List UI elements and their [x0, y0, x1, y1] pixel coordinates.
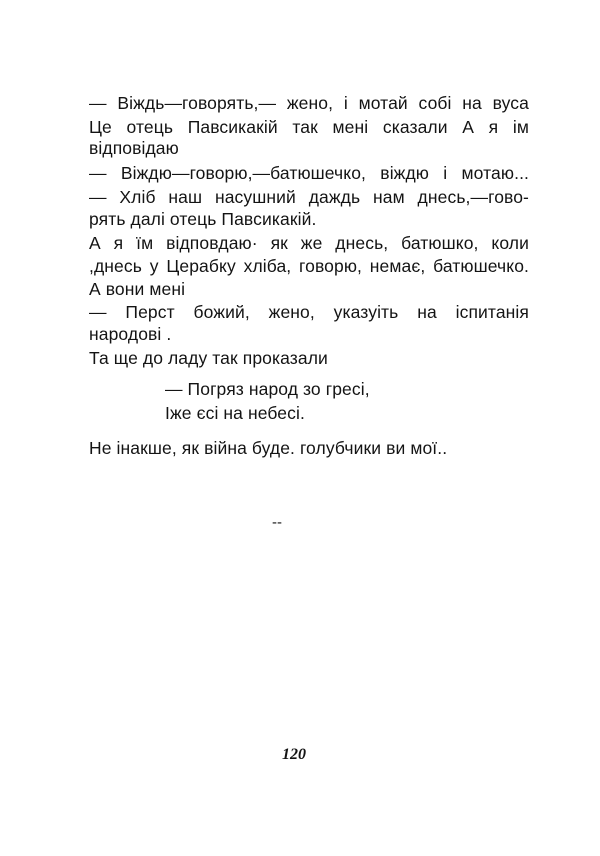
text-line-10: — Перст божий, жено, указуіть на іспитанія	[89, 302, 529, 322]
text-line-8: ,днесь у Церабку хліба, говорю, немає, батюшечко.	[89, 256, 529, 276]
text-line-11: народові .	[89, 324, 172, 344]
text-line-5: — Хліб наш насушний даждь нам днесь,—гово-	[89, 187, 529, 207]
text-line-12: Та ще до ладу так проказали	[89, 348, 328, 368]
text-line-2: Це отець Павсикакій так мені сказали А я ім	[89, 117, 529, 137]
text-line-4: — Віждю—говорю,—батюшечко, віждю і мотаю...	[89, 163, 529, 183]
text-line-1: — Віждь—говорять,— жено, і мотай собі на вуса	[89, 93, 529, 113]
section-divider: --	[272, 514, 282, 531]
text-line-7: А я їм відповдаю· як же днесь, батюшко, коли	[89, 233, 529, 253]
text-line-6: рять далі отець Павсикакій.	[89, 209, 317, 229]
verse-line-2: Іже єсі на небесі.	[165, 403, 305, 423]
text-line-3: відповідаю	[89, 138, 179, 158]
page-number: 120	[282, 746, 306, 763]
closing-line: Не інакше, як війна буде. голубчики ви мої..	[89, 438, 448, 458]
text-line-9: А вони мені	[89, 279, 186, 299]
verse-line-1: — Погряз народ зо гресі,	[165, 379, 370, 399]
